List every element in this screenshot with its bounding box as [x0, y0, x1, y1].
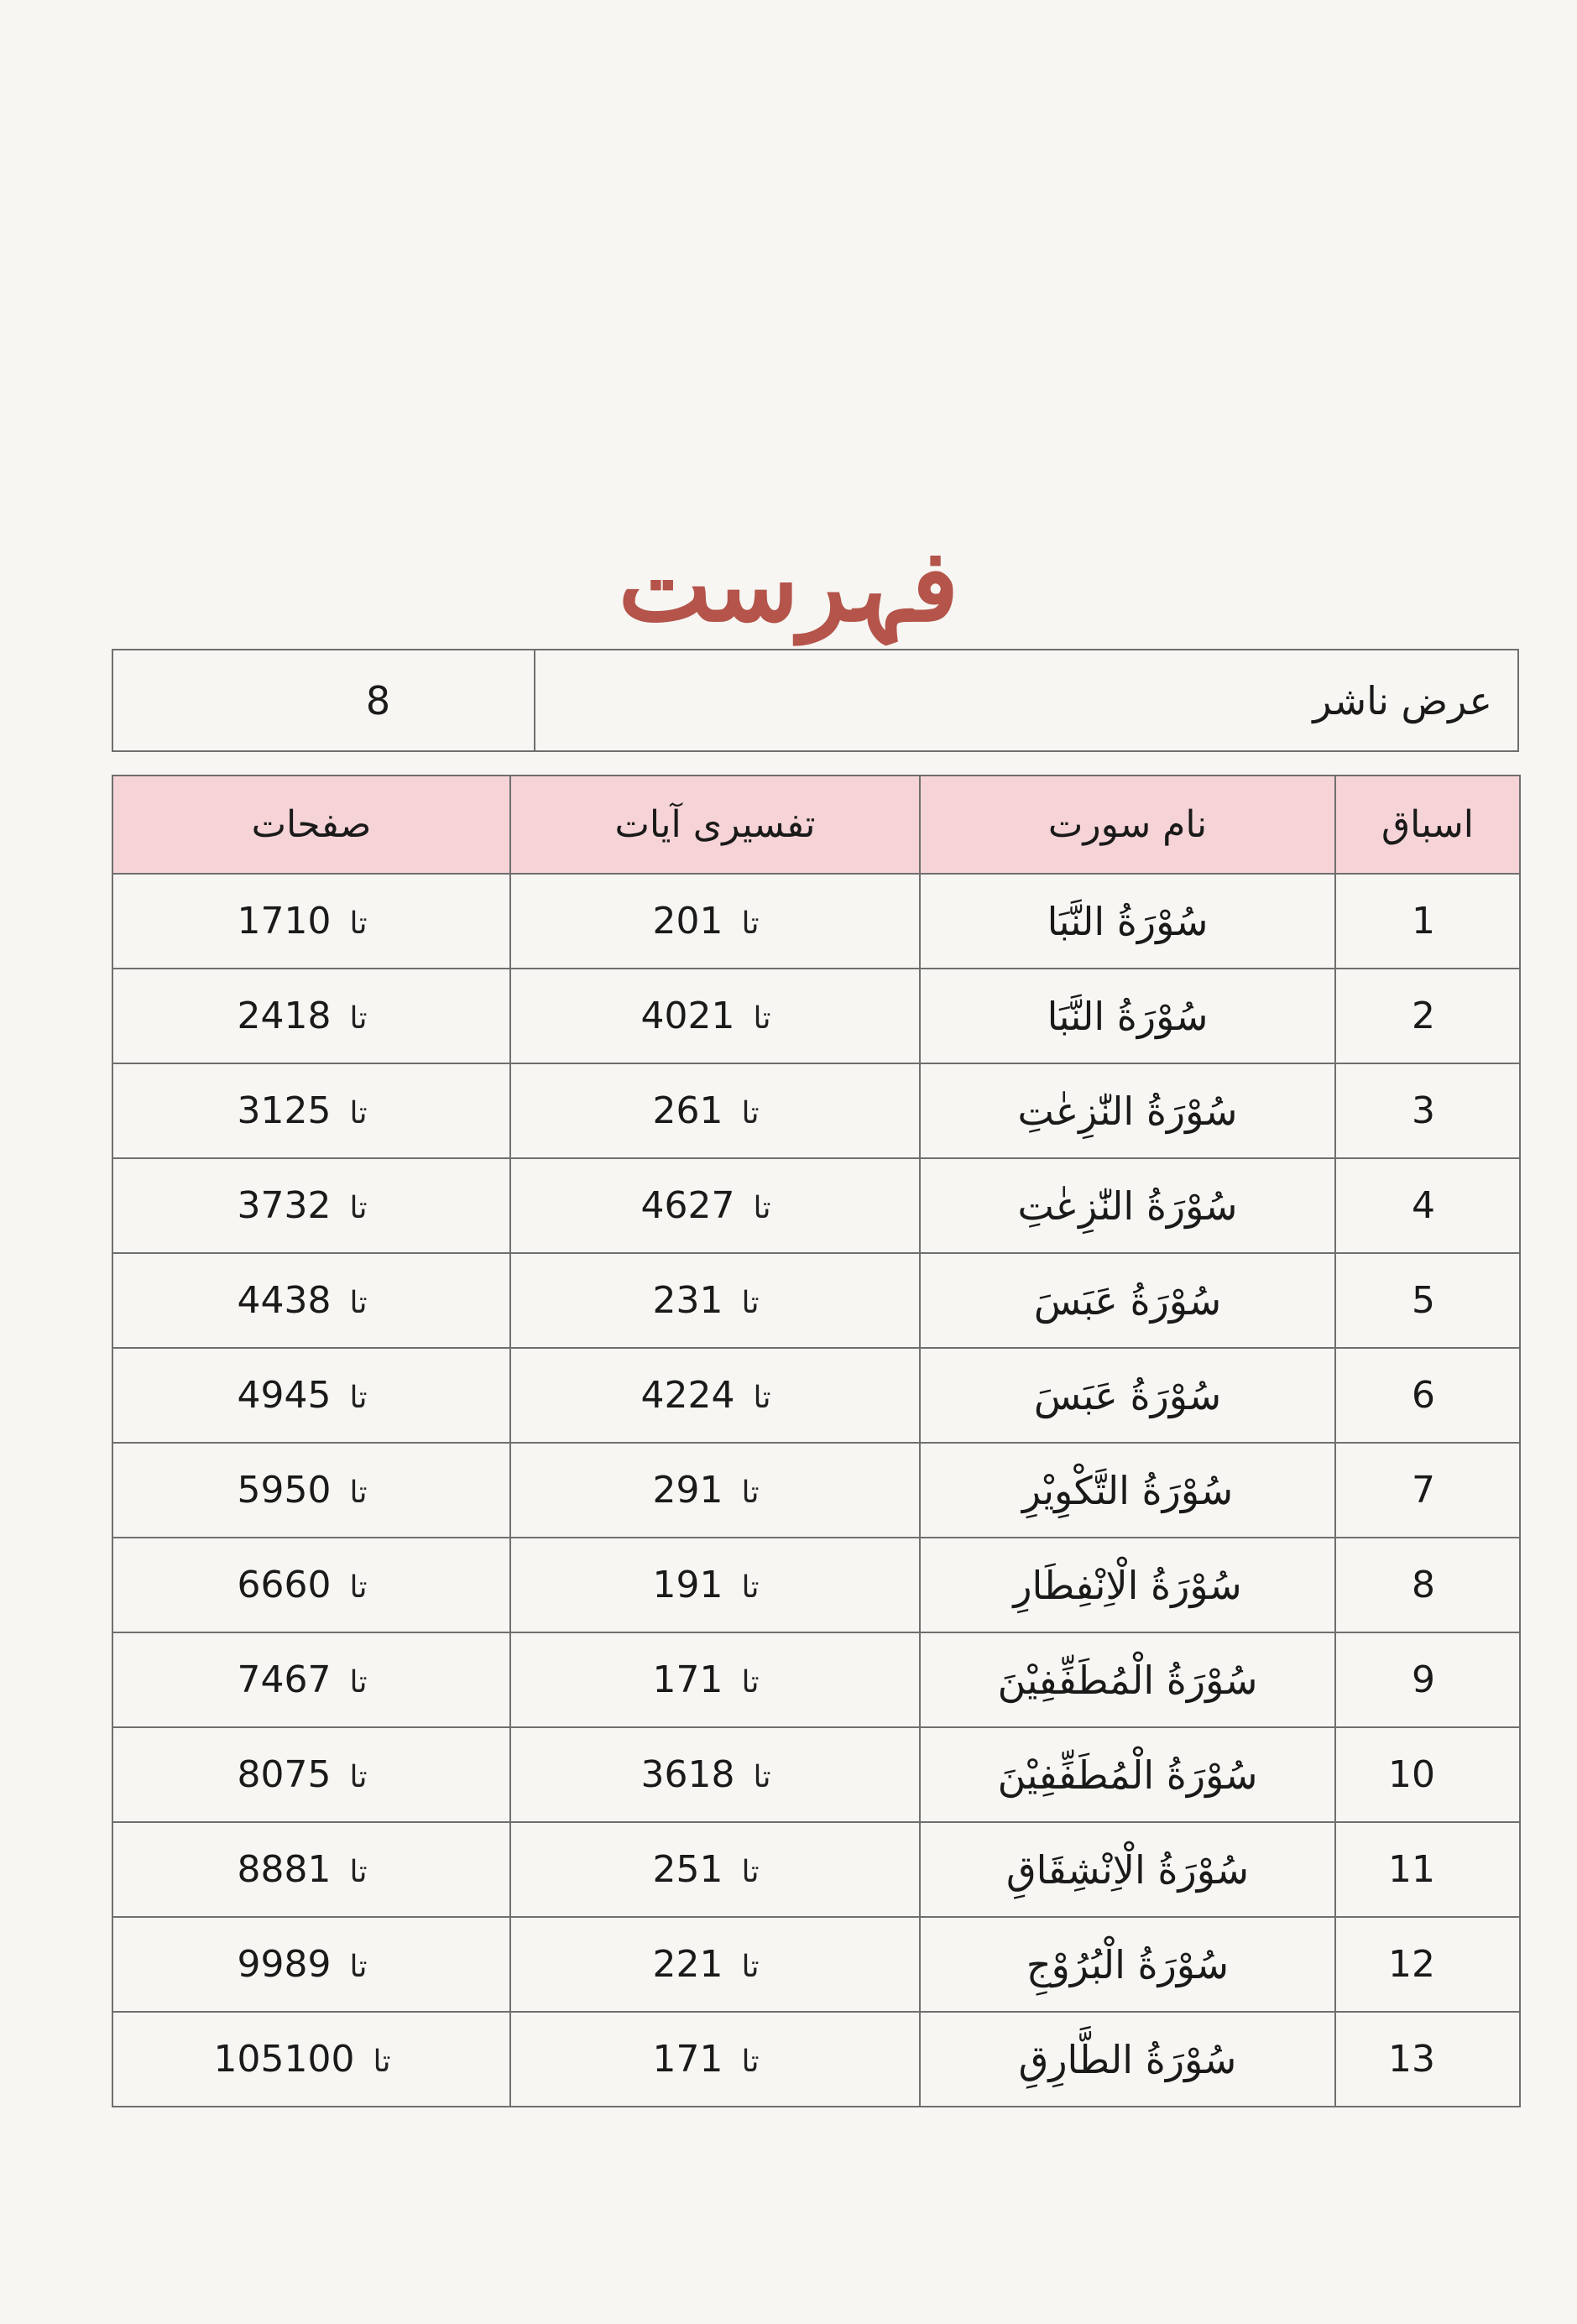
lesson-number: 12 — [1335, 1917, 1520, 2012]
lesson-number: 2 — [1335, 969, 1520, 1063]
page-range-cell-range — [238, 1279, 386, 1322]
ayat-range-cell-from: 1 — [699, 1564, 723, 1606]
ayat-range-cell-from: 1 — [699, 1943, 723, 1986]
ayat-range-cell — [510, 1443, 920, 1538]
page-range-cell-from: 32 — [284, 1184, 332, 1227]
surah-name: سُوْرَةُ الطَّارِقِ — [920, 2012, 1335, 2107]
range-connector: تا — [349, 1286, 368, 1320]
page-range-cell-from: 38 — [284, 1279, 332, 1322]
table-row[interactable] — [112, 1443, 1520, 1538]
lesson-number: 5 — [1335, 1253, 1520, 1348]
range-connector: تا — [349, 1665, 368, 1700]
ayat-range-cell — [510, 1063, 920, 1158]
table-row[interactable] — [112, 2012, 1520, 2107]
header-ayat: تفسیری آیات — [510, 776, 920, 874]
page-range-cell-to: 66 — [237, 1564, 285, 1606]
ayat-range-cell-range — [641, 1374, 790, 1417]
page-range-cell — [112, 969, 510, 1063]
lesson-number: 1 — [1335, 874, 1520, 969]
page-range-cell-range — [214, 2038, 410, 2081]
ayat-range-cell-from: 24 — [687, 1374, 735, 1417]
page-range-cell-to: 31 — [237, 1089, 285, 1132]
page-range-cell-range — [238, 900, 386, 943]
range-connector: تا — [349, 1950, 368, 1984]
ayat-range-cell-to: 17 — [652, 1658, 700, 1701]
range-connector: تا — [349, 1191, 368, 1225]
range-connector: تا — [741, 1855, 760, 1889]
range-connector: تا — [741, 1665, 760, 1700]
ayat-range-cell-from: 27 — [687, 1184, 735, 1227]
page-range-cell — [112, 1917, 510, 2012]
surah-name: سُوْرَةُ النَّبَا — [920, 874, 1335, 969]
surah-name: سُوْرَةُ الْبُرُوْجِ — [920, 1917, 1335, 2012]
page-range-cell-range — [238, 995, 386, 1037]
page-title: فہرست — [618, 527, 959, 645]
ayat-range-cell-to: 29 — [652, 1469, 700, 1512]
page-range-cell-to: 24 — [237, 995, 285, 1037]
surah-name: سُوْرَةُ النّٰزِعٰتِ — [920, 1063, 1335, 1158]
range-connector: تا — [753, 1001, 771, 1036]
surah-name: سُوْرَةُ عَبَسَ — [920, 1348, 1335, 1443]
page-range-cell — [112, 1063, 510, 1158]
page-range-cell — [112, 1538, 510, 1632]
ayat-range-cell-to: 40 — [640, 995, 688, 1037]
ayat-range-cell-range — [653, 1279, 778, 1322]
range-connector: تا — [753, 1381, 771, 1415]
range-connector: تا — [349, 1475, 368, 1510]
surah-name: سُوْرَةُ عَبَسَ — [920, 1253, 1335, 1348]
publisher-note-table — [112, 649, 1519, 752]
surah-name: سُوْرَةُ التَّكْوِيْرِ — [920, 1443, 1335, 1538]
table-row[interactable] — [112, 1348, 1520, 1443]
ayat-range-cell — [510, 1158, 920, 1253]
page-range-cell-from: 81 — [284, 1848, 332, 1891]
publisher-note-row[interactable] — [112, 650, 1518, 751]
lesson-number: 8 — [1335, 1538, 1520, 1632]
lesson-number: 6 — [1335, 1348, 1520, 1443]
page-range-cell — [112, 2012, 510, 2107]
page-range-cell-to: 17 — [237, 900, 285, 943]
page-range-cell-from: 89 — [284, 1943, 332, 1986]
table-row[interactable] — [112, 1158, 1520, 1253]
ayat-range-cell-range — [653, 1564, 778, 1606]
ayat-range-cell-from: 1 — [699, 1848, 723, 1891]
range-connector: تا — [349, 1001, 368, 1036]
page-range-cell-from: 67 — [284, 1658, 332, 1701]
surah-name: سُوْرَةُ الْاِنْفِطَارِ — [920, 1538, 1335, 1632]
ayat-range-cell-to: 23 — [652, 1279, 700, 1322]
table-row[interactable] — [112, 1253, 1520, 1348]
table-row[interactable] — [112, 969, 1520, 1063]
page-range-cell-to: 49 — [237, 1374, 285, 1417]
range-connector: تا — [349, 1381, 368, 1415]
page-range-cell-range — [238, 1184, 386, 1227]
ayat-range-cell — [510, 2012, 920, 2107]
ayat-range-cell-to: 26 — [652, 1089, 700, 1132]
page-range-cell — [112, 1632, 510, 1727]
range-connector: تا — [349, 1855, 368, 1889]
ayat-range-cell-to: 20 — [652, 900, 700, 943]
page-range-cell — [112, 1348, 510, 1443]
ayat-range-cell-range — [653, 1658, 778, 1701]
range-connector: تا — [753, 1191, 771, 1225]
range-connector: تا — [349, 1096, 368, 1131]
page-range-cell-from: 60 — [284, 1564, 332, 1606]
ayat-range-cell — [510, 1822, 920, 1917]
page-range-cell-from: 10 — [284, 900, 332, 943]
lesson-number: 7 — [1335, 1443, 1520, 1538]
page-range-cell-range — [238, 1848, 386, 1891]
range-connector: تا — [349, 1760, 368, 1794]
header-surah-name: نام سورت — [920, 776, 1335, 874]
page-range-cell-to: 88 — [237, 1848, 285, 1891]
ayat-range-cell — [510, 1727, 920, 1822]
range-connector: تا — [741, 2045, 760, 2079]
table-row[interactable] — [112, 874, 1520, 969]
table-row[interactable] — [112, 1727, 1520, 1822]
page-range-cell-range — [238, 1374, 386, 1417]
table-row[interactable] — [112, 1917, 1520, 2012]
page-range-cell-range — [238, 1089, 386, 1132]
header-lessons: اسباق — [1335, 776, 1520, 874]
page-range-cell-range — [238, 1564, 386, 1606]
ayat-range-cell-to: 22 — [652, 1943, 700, 1986]
page-range-cell-range — [238, 1943, 386, 1986]
table-row[interactable] — [112, 1822, 1520, 1917]
range-connector: تا — [741, 1096, 760, 1131]
ayat-range-cell-range — [653, 900, 778, 943]
ayat-range-cell — [510, 1538, 920, 1632]
lesson-number: 9 — [1335, 1632, 1520, 1727]
range-connector: تا — [373, 2045, 391, 2079]
ayat-range-cell-to: 25 — [652, 1848, 700, 1891]
range-connector: تا — [753, 1760, 771, 1794]
page-range-cell — [112, 874, 510, 969]
ayat-range-cell — [510, 1348, 920, 1443]
ayat-range-cell — [510, 1632, 920, 1727]
header-pages: صفحات — [112, 776, 510, 874]
page-range-cell-from: 25 — [284, 1089, 332, 1132]
ayat-range-cell-to: 19 — [652, 1564, 700, 1606]
ayat-range-cell-range — [653, 1848, 778, 1891]
surah-name: سُوْرَةُ النَّبَا — [920, 969, 1335, 1063]
page-range-cell-range — [238, 1753, 386, 1796]
range-connector: تا — [349, 906, 368, 941]
ayat-range-cell-range — [641, 1753, 790, 1796]
page-range-cell-to: 105 — [213, 2038, 285, 2081]
page-range-cell — [112, 1253, 510, 1348]
page-range-cell-from: 75 — [284, 1753, 332, 1796]
page-range-cell-from: 100 — [284, 2038, 355, 2081]
ayat-range-cell — [510, 1253, 920, 1348]
surah-name: سُوْرَةُ الْمُطَفِّفِيْنَ — [920, 1632, 1335, 1727]
table-row[interactable] — [112, 1632, 1520, 1727]
lesson-number: 10 — [1335, 1727, 1520, 1822]
ayat-range-cell-to: 17 — [652, 2038, 700, 2081]
ayat-range-cell-from: 1 — [699, 1658, 723, 1701]
ayat-range-cell — [510, 1917, 920, 2012]
ayat-range-cell-range — [653, 2038, 778, 2081]
page-range-cell — [112, 1822, 510, 1917]
page-range-cell-range — [238, 1469, 386, 1512]
page-range-cell-from: 50 — [284, 1469, 332, 1512]
range-connector: تا — [741, 1950, 760, 1984]
ayat-range-cell-range — [653, 1469, 778, 1512]
page-range-cell-to: 37 — [237, 1184, 285, 1227]
page-range-cell-to: 44 — [237, 1279, 285, 1322]
page-range-cell-to: 80 — [237, 1753, 285, 1796]
ayat-range-cell-range — [641, 995, 790, 1037]
ayat-range-cell — [510, 969, 920, 1063]
lesson-number: 4 — [1335, 1158, 1520, 1253]
publisher-note-page: 8 — [112, 650, 535, 751]
ayat-range-cell-to: 36 — [640, 1753, 688, 1796]
ayat-range-cell-to: 42 — [640, 1374, 688, 1417]
ayat-range-cell-from: 18 — [687, 1753, 735, 1796]
contents-table — [112, 775, 1521, 2107]
ayat-range-cell-to: 46 — [640, 1184, 688, 1227]
ayat-range-cell-from: 1 — [699, 2038, 723, 2081]
ayat-range-cell-from: 1 — [699, 1089, 723, 1132]
ayat-range-cell-range — [653, 1089, 778, 1132]
ayat-range-cell-from: 21 — [687, 995, 735, 1037]
range-connector: تا — [741, 1286, 760, 1320]
lesson-number: 11 — [1335, 1822, 1520, 1917]
page-range-cell — [112, 1443, 510, 1538]
surah-name: سُوْرَةُ الْاِنْشِقَاقِ — [920, 1822, 1335, 1917]
ayat-range-cell-from: 1 — [699, 1279, 723, 1322]
lesson-number: 13 — [1335, 2012, 1520, 2107]
range-connector: تا — [741, 906, 760, 941]
contents-header-row — [112, 776, 1520, 874]
range-connector: تا — [741, 1570, 760, 1605]
page-range-cell-to: 99 — [237, 1943, 285, 1986]
page-range-cell-to: 59 — [237, 1469, 285, 1512]
ayat-range-cell-range — [641, 1184, 790, 1227]
surah-name: سُوْرَةُ الْمُطَفِّفِيْنَ — [920, 1727, 1335, 1822]
surah-name: سُوْرَةُ النّٰزِعٰتِ — [920, 1158, 1335, 1253]
page-range-cell-to: 74 — [237, 1658, 285, 1701]
ayat-range-cell-from: 1 — [699, 1469, 723, 1512]
range-connector: تا — [349, 1570, 368, 1605]
page-range-cell — [112, 1158, 510, 1253]
ayat-range-cell-from: 1 — [699, 900, 723, 943]
table-row[interactable] — [112, 1063, 1520, 1158]
table-row[interactable] — [112, 1538, 1520, 1632]
page-range-cell-from: 45 — [284, 1374, 332, 1417]
publisher-note-label: عرض ناشر — [535, 650, 1518, 751]
ayat-range-cell-range — [653, 1943, 778, 1986]
lesson-number: 3 — [1335, 1063, 1520, 1158]
ayat-range-cell — [510, 874, 920, 969]
range-connector: تا — [741, 1475, 760, 1510]
page-range-cell-range — [238, 1658, 386, 1701]
page-range-cell — [112, 1727, 510, 1822]
page-range-cell-from: 18 — [284, 995, 332, 1037]
